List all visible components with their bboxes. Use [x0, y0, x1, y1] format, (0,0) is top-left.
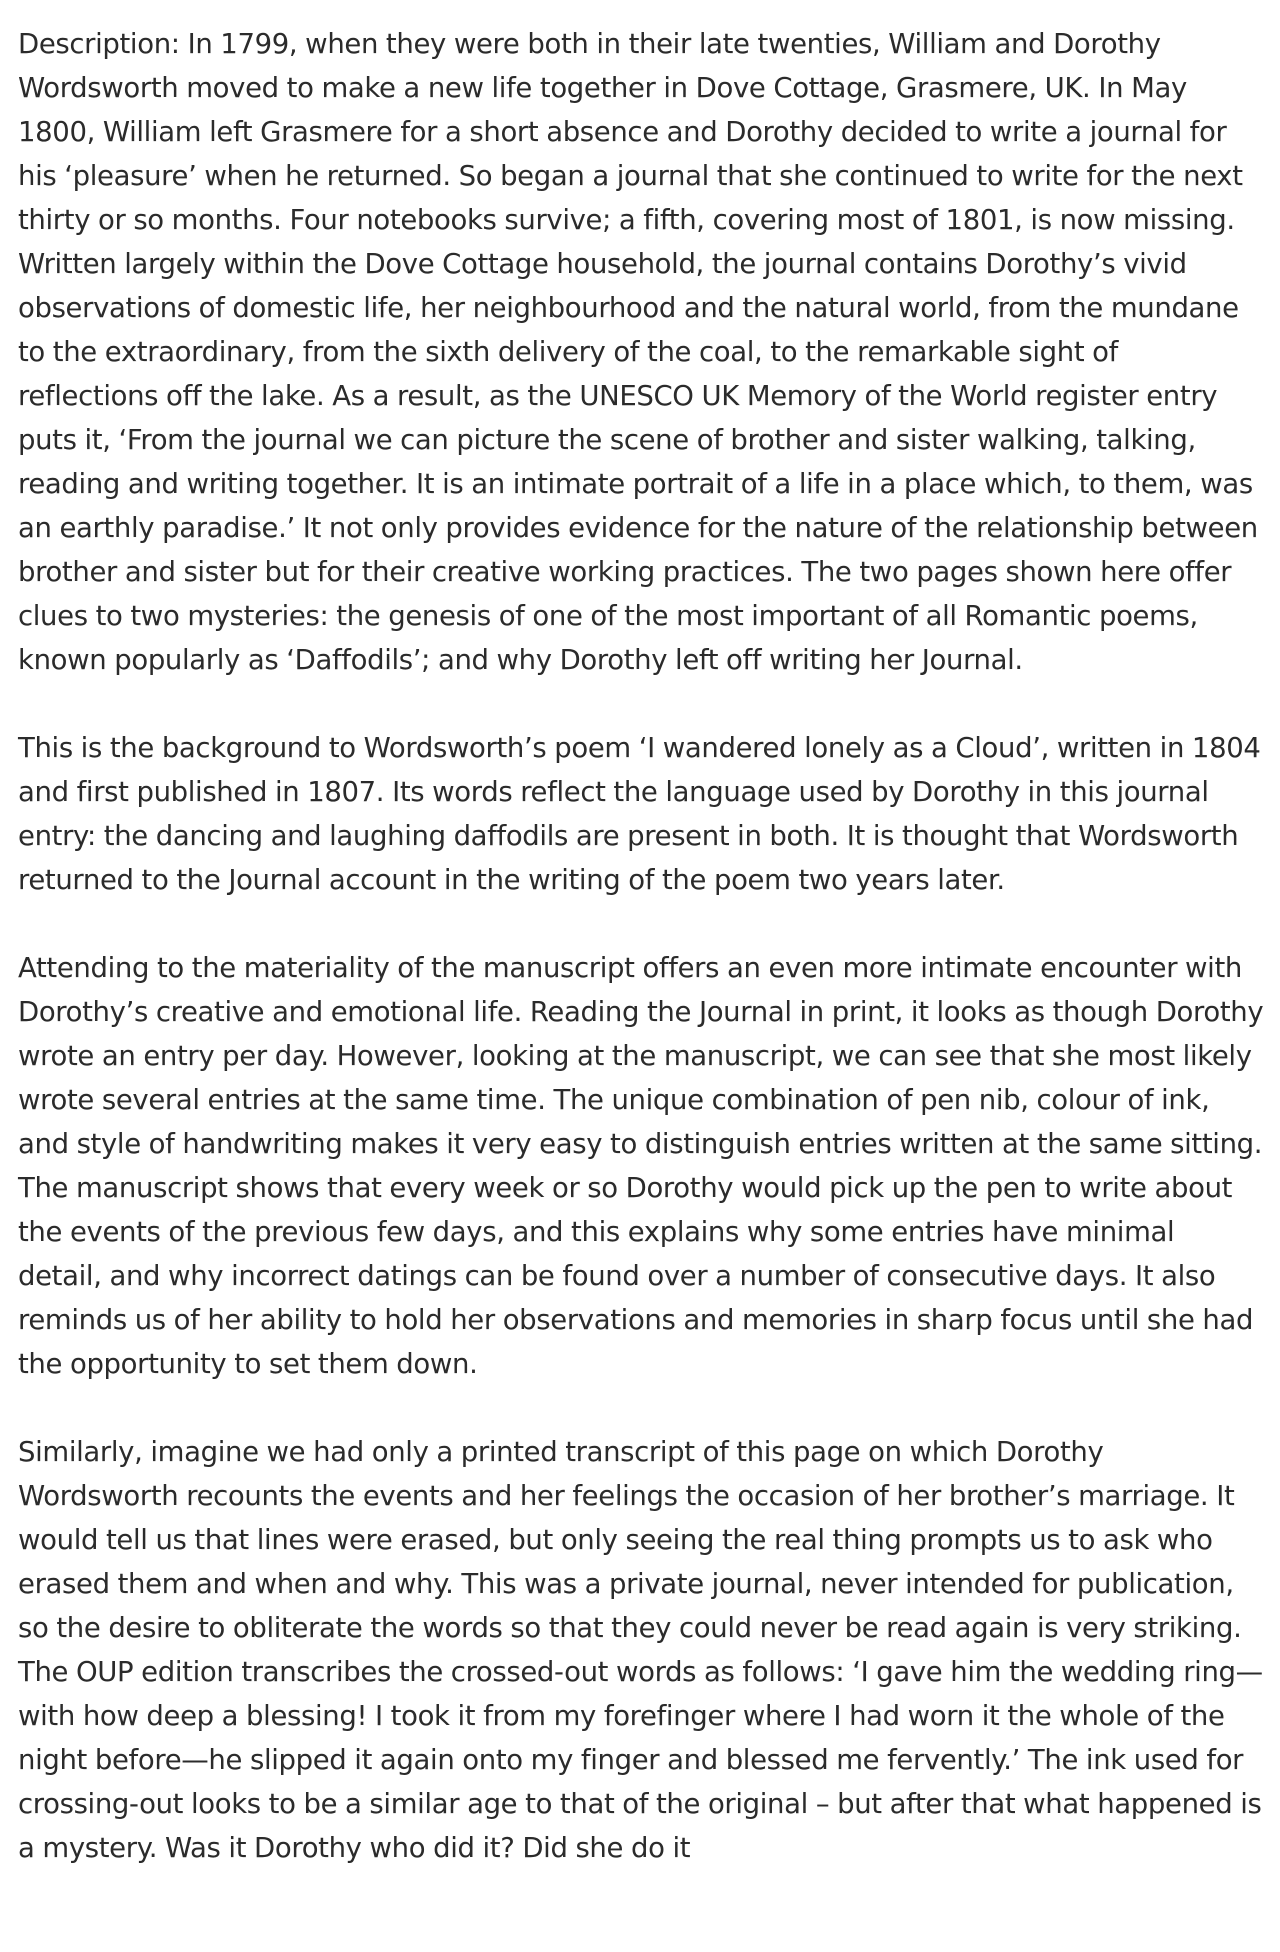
description-paragraph: Description: In 1799, when they were both in their late twenties, William and Dorothy Wordsworth moved to make a new life together in Dove Cottage, Grasmere, UK. In May 1800, William left Grasmere for a short absence and Dorothy decided to write a journal for his ‘pleasure’ when he returned. So began a journal that she continued to write for the next thirty or so months. Four notebooks survive; a fifth, covering most of 1801, is now missing. Written largely within the Dove Cottage household, the journal contains Dorothy’s vivid observations of domestic life, her neighbourhood and the natural world, from the mundane to the extraordinary, from the sixth delivery of the coal, to the remarkable sight of reflections off the lake. As a result, as the UNESCO UK Memory of the World register entry puts it, ‘From the journal we can picture the scene of brother and sister walking, talking, reading and writing together. It is an intimate portrait of a life in a place which, to them, was an earthly paradise.’ It not only provides evidence for the nature of the relationship between brother and sister but for their creative working practices. The two pages shown here offer clues to two mysteries: the genesis of one of the most important of all Romantic poems, known popularly as ‘Daffodils’; and why Dorothy left off writing her Journal. [18, 28, 1258, 676]
wedding-erasure-paragraph: Similarly, imagine we had only a printed transcript of this page on which Dorothy Wordsworth recounts the events and her feelings the occasion of her brother’s marriage. It would tell us that lines were erased, but only seeing the real thing prompts us to ask who erased them and when and why. This was a private journal, never intended for publication, so the desire to obliterate the words so that they could never be read again is very striking. The OUP edition transcribes the crossed-out words as follows: ‘I gave him the wedding ring—with how deep a blessing! I took it from my forefinger where I had worn it the whole of the night before—he slipped it again onto my finger and blessed me fervently.’ The ink used for crossing-out looks to be a similar age to that of the original – but after that what happened is a mystery. Was it Dorothy who did it? Did she do it [18, 1436, 1263, 1864]
manuscript-materiality-paragraph: Attending to the materiality of the manuscript offers an even more intimate encounter with Dorothy’s creative and emotional life. Reading the Journal in print, it looks as though Dorothy wrote an entry per day. However, looking at the manuscript, we can see that she most likely wrote several entries at the same time. The unique combination of pen nib, colour of ink, and style of handwriting makes it very easy to distinguish entries written at the same sitting. The manuscript shows that every week or so Dorothy would pick up the pen to write about the events of the previous few days, and this explains why some entries have minimal detail, and why incorrect datings can be found over a number of consecutive days. It also reminds us of her ability to hold her observations and memories in sharp focus until she had the opportunity to set them down. [18, 952, 1264, 1380]
daffodils-background-paragraph: This is the background to Wordsworth’s poem ‘I wandered lonely as a Cloud’, written in 1804 and first published in 1807. Its words reflect the language used by Dorothy in this journal entry: the dancing and laughing daffodils are present in both. It is thought that Wordsworth returned to the Journal account in the writing of the poem two years later. [18, 732, 1261, 896]
